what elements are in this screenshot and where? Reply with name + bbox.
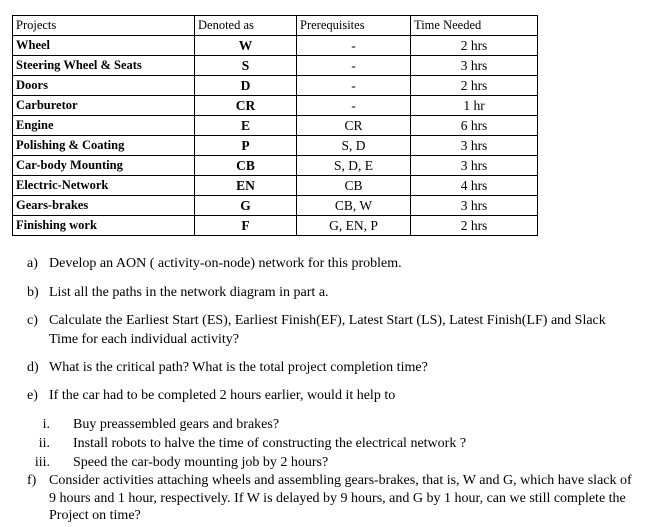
project-cell: Engine [13,116,195,136]
time-cell: 2 hrs [411,216,538,236]
table-row [13,96,538,116]
time-cell: 3 hrs [411,56,538,76]
question-text: Develop an AON ( activity-on-node) network for this problem. [49,256,402,271]
question-text: If the car had to be completed 2 hours earlier, would it help to [49,388,396,403]
header-time-needed: Time Needed [411,16,538,36]
question-label: c) [27,313,38,328]
prerequisite-cell: G, EN, P [297,216,411,236]
sub-question-label: i. [42,417,50,432]
code-cell: D [195,76,297,96]
header-prerequisites: Prerequisites [297,16,411,36]
question-label: d) [27,360,39,375]
question-label: b) [27,285,39,300]
table-row [13,116,538,136]
time-cell: 2 hrs [411,76,538,96]
code-cell: S [195,56,297,76]
prerequisite-cell: CR [297,116,411,136]
header-denoted-as: Denoted as [195,16,297,36]
activity-table [12,15,538,236]
sub-question-label: ii. [38,436,50,451]
sub-question-text: Buy preassembled gears and brakes? [73,417,280,432]
table-row [13,36,538,56]
code-cell: G [195,196,297,216]
prerequisite-cell: - [297,36,411,56]
question-label: e) [27,388,38,403]
project-cell: Electric-Network [13,176,195,196]
code-cell: CB [195,156,297,176]
code-cell: W [195,36,297,56]
project-cell: Carburetor [13,96,195,116]
sub-question-label: iii. [34,455,50,470]
table-row [13,76,538,96]
prerequisite-cell: CB [297,176,411,196]
sub-question-text: Speed the car-body mounting job by 2 hours? [73,455,329,470]
time-cell: 3 hrs [411,156,538,176]
project-cell: Wheel [13,36,195,56]
question-text: Consider activities attaching wheels and assembling gears-brakes, that is, W and G, which have slack of 9 hours and 1 hour, respectively. If W is delayed by 9 hours, and G by 1 hour, can we still complete the Project on time? [49,473,632,523]
question-text: Calculate the Earliest Start (ES), Earliest Finish(EF), Latest Start (LS), Latest Finish(LF) and Slack Time for each individual activity? [49,313,606,347]
sub-question-text: Install robots to halve the time of constructing the electrical network ? [73,436,467,451]
project-cell: Doors [13,76,195,96]
time-cell: 2 hrs [411,36,538,56]
code-cell: P [195,136,297,156]
table-row [13,136,538,156]
time-cell: 1 hr [411,96,538,116]
prerequisite-cell: S, D, E [297,156,411,176]
table-header-row [13,16,538,36]
prerequisite-cell: - [297,76,411,96]
table-row [13,176,538,196]
code-cell: F [195,216,297,236]
code-cell: EN [195,176,297,196]
question-label: a) [27,256,38,271]
time-cell: 3 hrs [411,136,538,156]
project-cell: Polishing & Coating [13,136,195,156]
table-row [13,196,538,216]
code-cell: E [195,116,297,136]
time-cell: 4 hrs [411,176,538,196]
question-text: What is the critical path? What is the total project completion time? [49,360,428,375]
header-projects: Projects [13,16,195,36]
question-label: f) [27,473,37,488]
prerequisite-cell: CB, W [297,196,411,216]
table-row [13,156,538,176]
table-body [13,36,538,236]
prerequisite-cell: - [297,96,411,116]
table-row [13,216,538,236]
prerequisite-cell: S, D [297,136,411,156]
time-cell: 3 hrs [411,196,538,216]
project-cell: Finishing work [13,216,195,236]
prerequisite-cell: - [297,56,411,76]
project-cell: Gears-brakes [13,196,195,216]
time-cell: 6 hrs [411,116,538,136]
code-cell: CR [195,96,297,116]
question-text: List all the paths in the network diagram in part a. [49,285,329,300]
table-row [13,56,538,76]
project-cell: Car-body Mounting [13,156,195,176]
project-cell: Steering Wheel & Seats [13,56,195,76]
